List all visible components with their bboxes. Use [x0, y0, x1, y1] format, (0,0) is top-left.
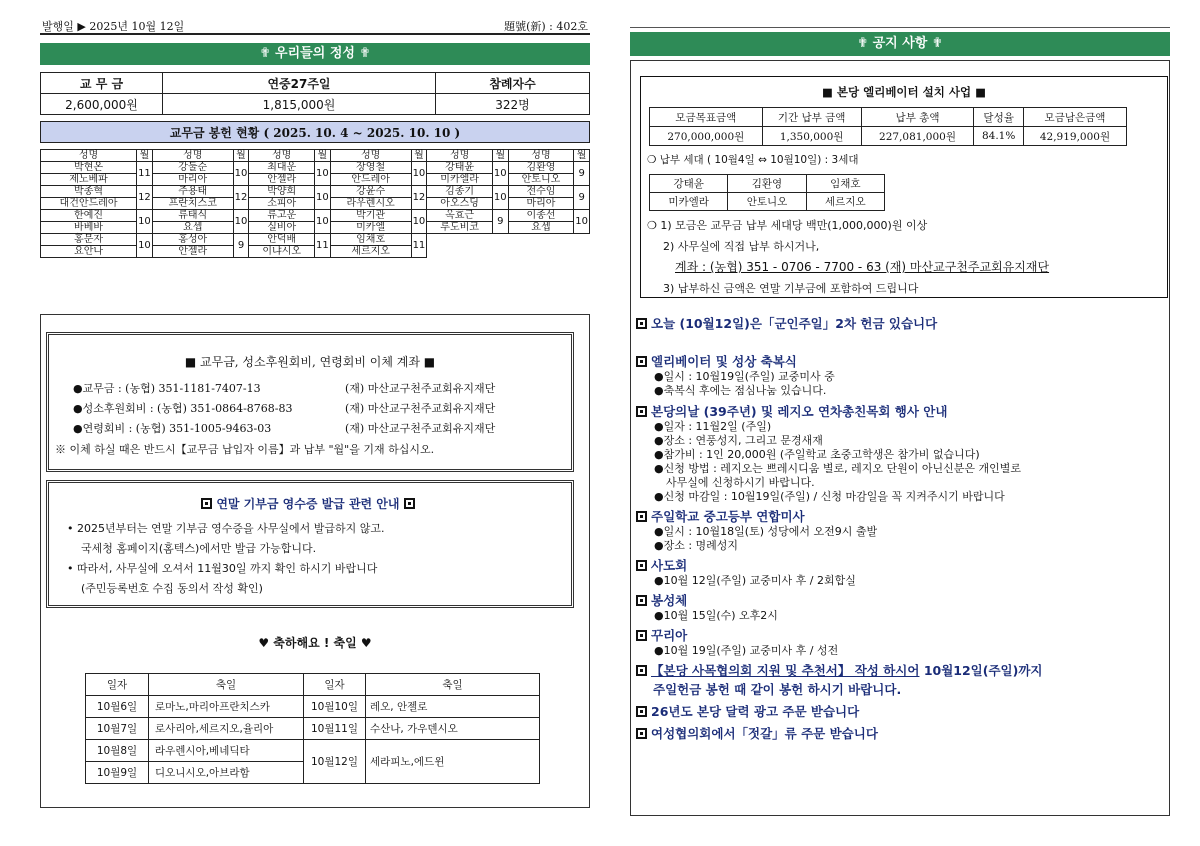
transfer-owner-2: (재) 마산교구천주교회유지재단 — [345, 402, 496, 415]
donation-status-title: 교무금 봉헌 현황 ( 2025. 10. 4 ~ 2025. 10. 10 ) — [40, 121, 590, 143]
notice-heading — [636, 402, 1161, 420]
receipt-box — [46, 480, 574, 608]
head-month: 월 — [411, 150, 427, 162]
elevator-head-period: 기간 납부 금액 — [762, 108, 861, 127]
notice-line: ●10월 12일(주일) 교중미사 후 / 2회합실 — [654, 574, 856, 587]
notice-heading — [636, 724, 1161, 742]
square-bullet-icon — [201, 498, 212, 509]
donor-baptismal-name: 미카엘 — [330, 222, 411, 234]
elevator-total: 227,081,000원 — [861, 127, 974, 146]
donor-name: 홍문자 — [41, 234, 137, 246]
council-underlined: 【본당 사목협의회 지원 및 추천서】 작성 하시어 — [651, 663, 920, 678]
feast-date: 10월7일 — [86, 718, 149, 740]
feast-table — [85, 673, 540, 784]
notice-heading — [636, 507, 1161, 525]
notice-heading — [636, 314, 1161, 332]
elevator-title: ■ 본당 엘리베이터 설치 사업 ■ — [822, 85, 986, 99]
feast-saints: 디오니시오,아브라함 — [149, 762, 304, 784]
council-heading — [636, 661, 1161, 679]
head-name: 성명 — [508, 150, 574, 162]
donor-month: 10 — [233, 210, 249, 234]
feast-date: 10월11일 — [304, 718, 366, 740]
elevator-table — [649, 107, 1127, 146]
notice-heading-text: 본당의날 (39주년) 및 레지오 연차총친목회 행사 안내 — [651, 404, 948, 419]
notice-line: ●참가비 : 1인 20,000원 (주일학교 초중고학생은 참가비 없습니다) — [654, 448, 980, 461]
notice-line: ●축복식 후에는 점심나눔 있습니다. — [654, 384, 827, 397]
donor-month: 10 — [314, 186, 330, 210]
transfer-account-2: ●성소후원회비 : (농협) 351-0864-8768-83 — [73, 402, 293, 415]
elevator-head-remaining: 모금남은금액 — [1023, 108, 1126, 127]
notice-heading-text: 주일학교 중고등부 연합미사 — [651, 509, 805, 524]
notice-items — [636, 314, 1161, 742]
donor-month: 9 — [233, 234, 249, 258]
donor-baptismal-name: 소피아 — [249, 198, 315, 210]
notice-line: ●신청 방법 : 레지오는 쁘레시디움 별로, 레지오 단원이 아닌신분은 개인별로 — [654, 462, 1022, 475]
notice-line: ●장소 : 명례성지 — [654, 539, 739, 552]
transfer-owner-3: (재) 마산교구천주교회유지재단 — [345, 422, 496, 435]
donor-baptismal-name: 프란치스코 — [152, 198, 233, 210]
notice-heading — [636, 556, 1161, 574]
receipt-line-4: (주민등록번호 수집 동의서 작성 확인) — [81, 582, 263, 595]
feast-head-date-2: 일자 — [304, 674, 366, 696]
notice-heading-text: 26년도 본당 달력 광고 주문 받습니다 — [651, 704, 860, 719]
feast-date: 10월8일 — [86, 740, 149, 762]
square-bullet-icon — [636, 728, 647, 739]
notice-line: ●신청 마감일 : 10월19일(주일) / 신청 마감일을 꼭 지켜주시기 바랍니다 — [654, 490, 1005, 503]
donor-month: 10 — [137, 234, 153, 258]
donor-name: 강태윤 — [427, 162, 493, 174]
donor-name: 박종혁 — [41, 186, 137, 198]
square-bullet-icon — [636, 665, 647, 676]
kyomugeum-value: 2,600,000원 — [41, 94, 163, 115]
donor-month: 10 — [492, 186, 508, 210]
transfer-title: ■ 교무금, 성소후원회비, 연령회비 이체 계좌 ■ — [184, 355, 436, 369]
donor-name: 홍성아 — [152, 234, 233, 246]
feast-saints: 라우렌시아,베네딕타 — [149, 740, 304, 762]
donor-month: 10 — [314, 162, 330, 186]
donor-month: 12 — [137, 186, 153, 210]
elevator-account: 계좌 : (농협) 351 - 0706 - 7700 - 63 (재) 마산교구천주교회유지재단 — [675, 260, 1050, 274]
receipt-lines — [67, 519, 384, 599]
donor-month: 9 — [492, 210, 508, 234]
square-bullet-icon — [636, 595, 647, 606]
elevator-remaining: 42,919,000원 — [1023, 127, 1126, 146]
feast-saints: 로마노,마리아프란치스카 — [149, 696, 304, 718]
donor-baptismal-name: 안젤라 — [249, 174, 315, 186]
donor-name: 이종선 — [508, 210, 574, 222]
elevator-target: 270,000,000원 — [650, 127, 763, 146]
donor-baptismal-name: 제노베파 — [41, 174, 137, 186]
head-month: 월 — [314, 150, 330, 162]
donor-baptismal-name: 안드레아 — [330, 174, 411, 186]
feast-date: 10월6일 — [86, 696, 149, 718]
donor-name: 강둘순 — [152, 162, 233, 174]
donor-month: 11 — [411, 234, 427, 258]
notice-heading — [636, 591, 1161, 609]
empty-cell — [508, 234, 589, 258]
square-bullet-icon — [636, 706, 647, 717]
donor-baptismal-name: 루도비코 — [427, 222, 493, 234]
feast-date: 10월12일 — [304, 740, 366, 784]
donor-baptismal-name: 마리아 — [508, 198, 574, 210]
square-bullet-icon — [636, 318, 647, 329]
donor-month: 10 — [411, 210, 427, 234]
notice-line: ●일시 : 10월18일(토) 성당에서 오전9시 출발 — [654, 525, 878, 538]
donor-baptismal-name: 바베바 — [41, 222, 137, 234]
head-name: 성명 — [249, 150, 315, 162]
donor-baptismal-name: 요셉 — [508, 222, 574, 234]
donor-baptismal-name: 실비아 — [249, 222, 315, 234]
donor-name: 임채호 — [330, 234, 411, 246]
elevator-rule-1: ❍ 1) 모금은 교무금 납부 세대당 백만(1,000,000)원 이상 — [647, 219, 928, 232]
notice-heading — [636, 352, 1161, 370]
notice-heading-text: 봉성체 — [651, 593, 688, 608]
donor-month: 9 — [574, 186, 590, 210]
donor-name: 강윤수 — [330, 186, 411, 198]
header-bar — [40, 15, 590, 35]
head-month: 월 — [574, 150, 590, 162]
donor-name: 전수임 — [508, 186, 574, 198]
donor-name: 류고운 — [249, 210, 315, 222]
head-name: 성명 — [427, 150, 493, 162]
sunday-value: 1,815,000원 — [163, 94, 436, 115]
head-name: 성명 — [152, 150, 233, 162]
offering-table — [40, 72, 590, 115]
feast-head-name-2: 축일 — [366, 674, 540, 696]
donor-name: 최대운 — [249, 162, 315, 174]
donor-baptismal-name: 세르지오 — [330, 246, 411, 258]
donor-baptismal-name: 대건안드레아 — [41, 198, 137, 210]
donor-name: 한예진 — [41, 210, 137, 222]
donor-month: 12 — [411, 186, 427, 210]
transfer-lines — [73, 379, 495, 439]
head-month: 월 — [137, 150, 153, 162]
donor-name: 박기관 — [330, 210, 411, 222]
elevator-donor-table — [649, 174, 885, 211]
donor-baptismal: 세르지오 — [806, 193, 884, 211]
attendance-value: 322명 — [436, 94, 590, 115]
notice-line: ●10월 19일(주일) 교중미사 후 / 성전 — [654, 644, 839, 657]
donor-name: 류태식 — [152, 210, 233, 222]
feast-saints: 수산나, 가우덴시오 — [366, 718, 540, 740]
donor-baptismal-name: 요안나 — [41, 246, 137, 258]
receipt-heading — [49, 495, 571, 512]
transfer-note: ※ 이체 하실 때은 반드시【교무금 납입자 이름】과 납부 "월"을 기재 하십시오. — [55, 443, 435, 456]
council-line2: 주일헌금 봉헌 때 같이 봉헌 하시기 바랍니다. — [653, 682, 902, 697]
donor-baptismal: 미카엘라 — [650, 193, 728, 211]
donor-month: 11 — [137, 162, 153, 186]
donor-month: 10 — [574, 210, 590, 234]
donor-name: 주용태 — [152, 186, 233, 198]
receipt-line-3: • 따라서, 사무실에 오셔서 11월30일 까지 확인 하시기 바랍니다 — [67, 562, 378, 575]
head-month: 월 — [492, 150, 508, 162]
feast-head-date-1: 일자 — [86, 674, 149, 696]
transfer-owner-1: (재) 마산교구천주교회유지재단 — [345, 382, 496, 395]
donor-baptismal-name: 안토니오 — [508, 174, 574, 186]
donor-baptismal-name: 안젤라 — [152, 246, 233, 258]
elevator-head-target: 모금목표금액 — [650, 108, 763, 127]
feast-head-name-1: 축일 — [149, 674, 304, 696]
donor-baptismal-name: 마리아 — [152, 174, 233, 186]
donor-month: 11 — [314, 234, 330, 258]
publish-date: 발행일 ▶ 2025년 10월 12일 — [42, 20, 185, 33]
feast-title: ♥ 축하해요 ! 축일 ♥ — [258, 636, 372, 650]
square-bullet-icon — [636, 560, 647, 571]
feast-saints: 레오, 안젤로 — [366, 696, 540, 718]
receipt-line-1: • 2025년부터는 연말 기부금 영수증을 사무실에서 발급하지 않고. — [67, 522, 385, 535]
notice-line: 사무실에 신청하시기 바랍니다. — [666, 476, 815, 489]
empty-cell — [427, 234, 508, 258]
donor-month: 12 — [233, 186, 249, 210]
notice-line: ●10월 15일(수) 오후2시 — [654, 609, 778, 622]
donor-month: 10 — [314, 210, 330, 234]
notice-heading-text: 오늘 (10월12일)은「군인주일」2차 헌금 있습니다 — [651, 316, 938, 331]
feast-date: 10월10일 — [304, 696, 366, 718]
elevator-rate: 84.1% — [974, 127, 1024, 146]
right-top-rule — [630, 27, 1170, 28]
notice-heading-text: 꾸리아 — [651, 628, 688, 643]
donor-name: 강태윤 — [650, 175, 728, 193]
elevator-rules — [647, 215, 1049, 299]
donor-baptismal: 안토니오 — [728, 193, 806, 211]
head-month: 월 — [233, 150, 249, 162]
square-bullet-icon — [636, 356, 647, 367]
square-bullet-icon — [636, 630, 647, 641]
donor-name: 임채호 — [806, 175, 884, 193]
transfer-account-3: ●연령회비 : (농협) 351-1005-9463-03 — [73, 422, 272, 435]
elevator-head-total: 납부 총액 — [861, 108, 974, 127]
elevator-box — [640, 76, 1168, 298]
donor-baptismal-name: 이냐시오 — [249, 246, 315, 258]
col-attendance: 참례자수 — [436, 73, 590, 94]
donor-name: 장영철 — [330, 162, 411, 174]
elevator-rule-2: 2) 사무실에 직접 납부 하시거나, — [663, 240, 820, 253]
notice-heading — [636, 702, 1161, 720]
donor-baptismal-name: 요셉 — [152, 222, 233, 234]
donor-month: 10 — [137, 210, 153, 234]
donor-name: 박양희 — [249, 186, 315, 198]
square-bullet-icon — [636, 511, 647, 522]
square-bullet-icon — [404, 498, 415, 509]
donor-month: 10 — [233, 162, 249, 186]
donor-name: 박현온 — [41, 162, 137, 174]
elevator-period-amount: 1,350,000원 — [762, 127, 861, 146]
elevator-head-rate: 달성율 — [974, 108, 1024, 127]
donor-name: 옥효근 — [427, 210, 493, 222]
feast-date: 10월9일 — [86, 762, 149, 784]
receipt-line-2: 국세청 홈페이지(홈텍스)에서만 발급 가능합니다. — [81, 542, 317, 555]
donor-month: 9 — [574, 162, 590, 186]
donation-table — [40, 149, 590, 258]
notice-heading-text: 여성협의회에서「젓갈」류 주문 받습니다 — [651, 726, 878, 741]
donor-name: 안덕배 — [249, 234, 315, 246]
notice-heading-text: 사도회 — [651, 558, 688, 573]
donor-baptismal-name: 미카엘라 — [427, 174, 493, 186]
donor-baptismal-name: 아오스딩 — [427, 198, 493, 210]
donor-baptismal-name: 라우렌시오 — [330, 198, 411, 210]
notice-heading — [636, 626, 1161, 644]
notice-line: ●일시 : 10월19일(주일) 교중미사 중 — [654, 370, 835, 383]
receipt-title: 연말 기부금 영수증 발급 관련 안내 — [216, 497, 400, 511]
notice-line: ●장소 : 연풍성지, 그리고 문경새재 — [654, 434, 823, 447]
col-sunday: 연중27주일 — [163, 73, 436, 94]
head-name: 성명 — [41, 150, 137, 162]
notice-line: ●일자 : 11월2일 (주일) — [654, 420, 772, 433]
offering-title: ✟ 우리들의 정성 ✟ — [40, 43, 590, 65]
col-kyomugeum: 교 무 금 — [41, 73, 163, 94]
donor-month: 10 — [492, 162, 508, 186]
donor-name: 김종기 — [427, 186, 493, 198]
donor-month: 10 — [411, 162, 427, 186]
elevator-rule-3: 3) 납부하신 금액은 연말 기부금에 포함하여 드립니다 — [663, 282, 919, 295]
square-bullet-icon — [636, 406, 647, 417]
head-name: 성명 — [330, 150, 411, 162]
feast-saints: 세라피노,에드윈 — [366, 740, 540, 784]
council-deadline: 10월12일(주일)까지 — [919, 663, 1043, 678]
feast-saints: 로사리아,세르지오,율리아 — [149, 718, 304, 740]
issue-number: 題號(新) : 402호 — [504, 20, 588, 33]
notice-heading-text: 엘리베이터 및 성상 축복식 — [651, 354, 797, 369]
elevator-period: ❍ 납부 세대 ( 10월4일 ⇔ 10월10일) : 3세대 — [647, 154, 859, 166]
donor-name: 김환영 — [508, 162, 574, 174]
notice-title: ✟ 공지 사항 ✟ — [630, 32, 1170, 56]
transfer-box — [46, 332, 574, 472]
donor-name: 김환영 — [728, 175, 806, 193]
transfer-account-1: ●교무금 : (농협) 351-1181-7407-13 — [73, 382, 261, 395]
